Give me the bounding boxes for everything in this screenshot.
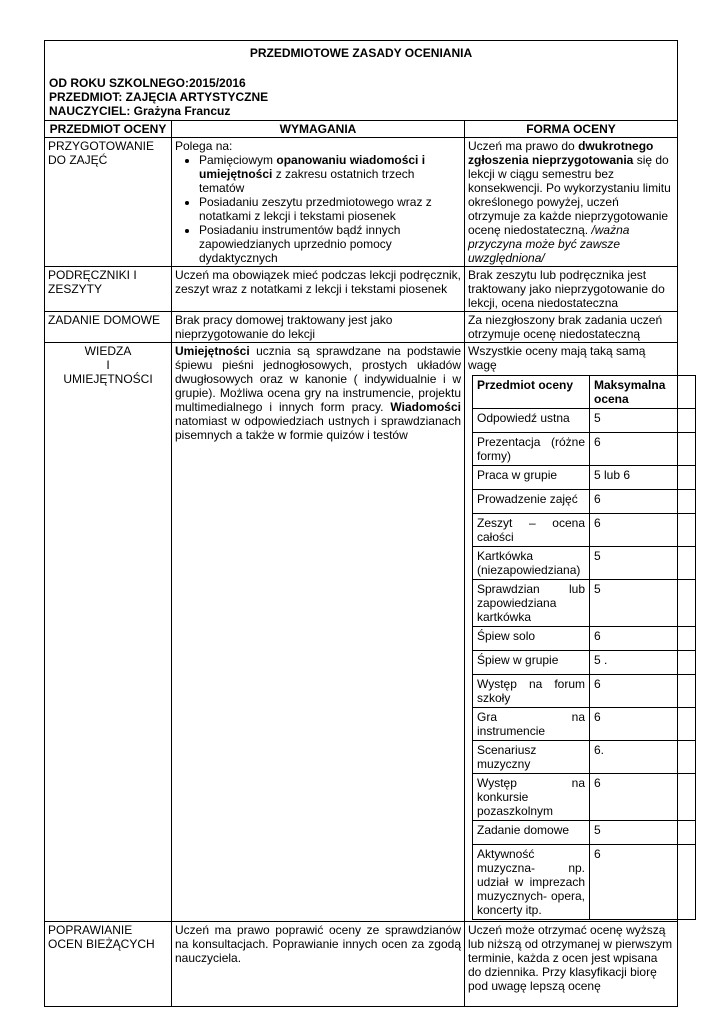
grade-max: 6. [590,741,696,774]
grade-max: 6 [590,708,696,741]
grade-row [473,741,696,774]
requirements-list [175,153,461,265]
requirement-text: z zakresu ostatnich trzech tematów [199,167,415,195]
grade-row [473,514,696,547]
grade-item: Kartkówka (niezapowiedziana) [473,547,590,580]
grade-row [473,651,696,675]
row-books [45,267,678,312]
row-label-books: PODRĘCZNIKI I ZESZYTY [45,267,172,312]
row-label-improve: POPRAWIANIE OCEN BIEŻĄCYCH [45,922,172,1007]
assessment-homework: Za niezgłoszony brak zadania uczeń otrzymuje ocenę niedostateczną [465,312,678,343]
grade-weights-table [472,375,696,920]
row-knowledge [45,343,678,922]
requirement-item [199,153,461,195]
requirements-knowledge [172,343,465,922]
grade-max: 6 [590,675,696,708]
requirement-text: natomiast w odpowiedziach ustnych i sprawdzianach pisemnych a także w formie quizów i testów [175,414,461,442]
row-label-preparation: PRZYGOTOWANIE DO ZAJĘĆ [45,138,172,267]
column-header-requirements: WYMAGANIA [172,121,465,138]
grade-item: Praca w grupie [473,466,590,490]
grade-item: Występ na forum szkoły [473,675,590,708]
grade-row [473,821,696,845]
subject-name: PRZEDMIOT: ZAJĘCIA ARTYSTYCZNE [49,90,269,104]
requirements-books: Uczeń ma obowiązek mieć podczas lekcji podręcznik, zeszyt wraz z notatkami z lekcji i tekstami piosenek [172,267,465,312]
row-label-line: UMIEJĘTNOŚCI [63,372,153,386]
assessment-text: się do lekcji w ciągu semestru bez konsekwencji. Po wykorzystaniu limitu określonego powyżej, uczeń otrzymuje za każde nieprzygotowanie ocenę niedostateczną. [468,153,671,237]
requirements-preparation [172,138,465,267]
grade-item: Zeszyt – ocena całości [473,514,590,547]
grade-row [473,845,696,920]
grade-row [473,708,696,741]
grade-row [473,409,696,433]
grade-item: Śpiew w grupie [473,651,590,675]
row-label-line: I [106,358,110,372]
grade-row [473,466,696,490]
assessment-books: Brak zeszytu lub podręcznika jest traktowany jako nieprzygotowanie do lekcji, ocena niedostateczna [465,267,678,312]
grade-max: 6 [590,627,696,651]
requirement-text: Pamięciowym [199,153,277,167]
grade-item: Gra na instrumencie [473,708,590,741]
grade-row [473,627,696,651]
document-header [45,41,678,121]
row-preparation [45,138,678,267]
grade-item: Występ na konkursie pozaszkolnym [473,774,590,821]
row-label-line: WIEDZA [84,344,132,358]
requirement-item: • Posiadaniu zeszytu przedmiotowego wraz z notatkami z lekcji i tekstami piosenek [199,195,461,223]
requirement-bold-text: Umiejętności [175,344,250,358]
grade-row [473,675,696,708]
grade-row [473,774,696,821]
requirement-text: ucznia są sprawdzane na podstawie śpiewu pieśni jednogłosowych, prostych układów dwugłosowych oraz w kanonie ( indywidualnie i w grupie). Możliwa ocena gry na instrumencie, projektu multimedialnego i innych form pracy. [175,344,461,414]
grade-max: 6 [590,490,696,514]
grade-max: 6 [590,514,696,547]
requirements-intro: Polega na: [175,139,233,153]
grade-item: Prezentacja (różne formy) [473,433,590,466]
requirement-bold-text: Wiadomości [390,400,461,414]
grade-max: 5 lub 6 [590,466,696,490]
grade-row [473,433,696,466]
grade-max: 5 . [590,651,696,675]
grade-item: Scenariusz muzyczny [473,741,590,774]
grade-header-max: Maksymalna ocena [590,376,696,409]
grade-item: Śpiew solo [473,627,590,651]
grade-max: 6 [590,433,696,466]
document-header-row [45,41,678,121]
grades-intro: Wszystkie oceny mają taką samą wagę [468,344,646,372]
assessment-text: Uczeń ma prawo do [468,139,579,153]
row-label-homework: ZADANIE DOMOWE [45,312,172,343]
grade-item: Zadanie domowe [473,821,590,845]
requirement-item: • Posiadaniu instrumentów bądź innych zapowiedzianych uprzednio pomocy dydaktycznych [199,223,461,265]
grade-item: Sprawdzian lub zapowiedziana kartkówka [473,580,590,627]
assessment-italic-note: /ważna przyczyna może być zawsze uwzględniona/ [468,223,630,265]
column-header-subject: PRZEDMIOT OCENY [45,121,172,138]
requirements-improve: Uczeń ma prawo poprawić oceny ze sprawdzianów na konsultacjach. Poprawianie innych ocen za zgodą nauczyciela. [172,922,465,1007]
grade-max: 5 [590,580,696,627]
grade-header-item: Przedmiot oceny [473,376,590,409]
grade-item: Aktywność muzyczna- np. udział w imprezach muzycznych- opera, koncerty itp. [473,845,590,920]
column-header-assessment: FORMA OCENY [465,121,678,138]
assessment-improve: Uczeń może otrzymać ocenę wyższą lub niższą od otrzymanej w pierwszym terminie, każda z ocen jest wpisana do dziennika. Przy klasyfikacji biorę pod uwagę lepszą ocenę [465,922,678,1007]
grade-row [473,490,696,514]
row-label-knowledge [45,343,172,922]
document-title: PRZEDMIOTOWE ZASADY OCENIANIA [249,46,473,60]
grade-max: 5 [590,409,696,433]
school-year: OD ROKU SZKOLNEGO:2015/2016 [49,76,246,90]
requirements-homework: Brak pracy domowej traktowany jest jako nieprzygotowanie do lekcji [172,312,465,343]
column-header-row [45,121,678,138]
row-improve [45,922,678,1007]
requirement-bold-text: opanowaniu wiadomości i umiejętności [199,153,426,181]
grade-max: 6 [590,774,696,821]
assessment-preparation [465,138,678,267]
grade-item: Odpowiedź ustna [473,409,590,433]
grade-item: Prowadzenie zajęć [473,490,590,514]
row-homework [45,312,678,343]
teacher-name: NAUCZYCIEL: Grażyna Francuz [49,104,231,118]
assessment-bold-text: dwukrotnego zgłoszenia nieprzygotowania [468,139,654,167]
grade-row [473,547,696,580]
grade-max: 6 [590,845,696,920]
grade-max: 5 [590,547,696,580]
grading-rules-table [44,40,678,1007]
grade-max: 5 [590,821,696,845]
assessment-knowledge [465,343,678,922]
grade-weights-header [473,376,696,409]
grade-row [473,580,696,627]
